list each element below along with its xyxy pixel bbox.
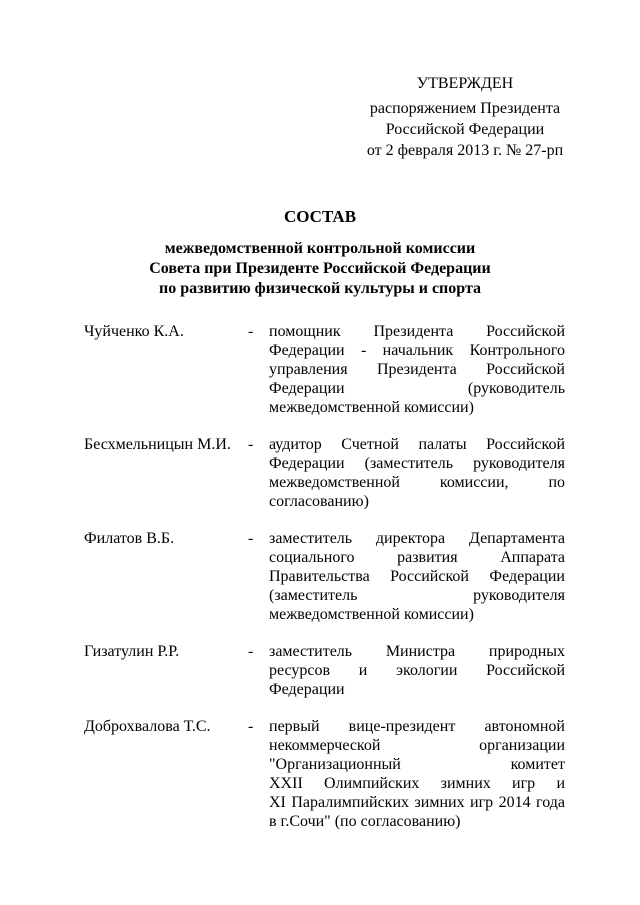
role-line: ресурсов и экологии Российской: [269, 662, 565, 679]
role-line: Правительства Российской Федерации: [269, 568, 565, 585]
role-line: заместитель директора Департамента: [269, 530, 565, 547]
role-line: Федерации: [269, 681, 345, 698]
member-role: [269, 642, 565, 699]
member-entry: [84, 435, 584, 511]
member-dash: -: [248, 530, 254, 547]
member-name: Доброхвалова Т.С.: [84, 718, 211, 735]
role-line: аудитор Счетной палаты Российской: [269, 436, 565, 453]
approval-line: распоряжением Президента: [369, 100, 561, 117]
approval-lines: [352, 98, 578, 161]
approval-line: от 2 февраля 2013 г. № 27-рп: [366, 142, 564, 159]
title-line: межведомственной контрольной комиссии: [164, 240, 476, 257]
member-dash: -: [248, 436, 254, 453]
approval-stamp: [352, 75, 578, 161]
role-line: межведомственной комиссии): [269, 399, 474, 416]
role-line: "Организационный комитет: [269, 756, 565, 773]
role-line: Федерации - начальник Контрольного: [269, 342, 565, 359]
role-line: управления Президента Российской: [269, 361, 565, 378]
role-line: XXII Олимпийских зимних игр и: [269, 775, 565, 792]
member-dash: -: [248, 643, 254, 660]
role-line: первый вице-президент автономной: [269, 718, 565, 735]
role-line: в г.Сочи" (по согласованию): [269, 813, 461, 830]
title-line: по развитию физической культуры и спорта: [158, 280, 482, 297]
member-entry: [84, 529, 584, 624]
member-entry: [84, 642, 584, 699]
role-line: заместитель Министра природных: [269, 643, 565, 660]
member-entry: [84, 322, 584, 417]
member-role: [269, 435, 565, 511]
approval-heading: УТВЕРЖДЕН: [416, 75, 514, 92]
member-dash: -: [248, 718, 254, 735]
role-line: Федерации (руководитель: [269, 380, 565, 397]
member-name: Гизатулин Р.Р.: [84, 643, 180, 660]
role-line: (заместитель руководителя: [269, 587, 565, 604]
role-line: Федерации (заместитель руководителя: [269, 455, 565, 472]
members-list: [84, 322, 584, 849]
role-line: XI Паралимпийских зимних игр 2014 года: [269, 794, 565, 811]
member-name: Бесхмельницын М.И.: [84, 436, 231, 453]
member-role: [269, 529, 565, 624]
document-title: [60, 207, 580, 299]
role-line: некоммерческой организации: [269, 737, 565, 754]
member-name: Чуйченко К.А.: [84, 323, 184, 340]
member-dash: -: [248, 323, 254, 340]
approval-line: Российской Федерации: [385, 121, 545, 138]
role-line: межведомственной комиссии, по: [269, 474, 565, 491]
role-line: согласованию): [269, 493, 369, 510]
member-entry: [84, 717, 584, 831]
role-line: социального развития Аппарата: [269, 549, 565, 566]
role-line: помощник Президента Российской: [269, 323, 565, 340]
title-heading: СОСТАВ: [283, 207, 357, 226]
member-role: [269, 717, 565, 831]
member-name: Филатов В.Б.: [84, 530, 175, 547]
title-line: Совета при Президенте Российской Федерации: [149, 260, 491, 277]
role-line: межведомственной комиссии): [269, 606, 474, 623]
member-role: [269, 322, 565, 417]
